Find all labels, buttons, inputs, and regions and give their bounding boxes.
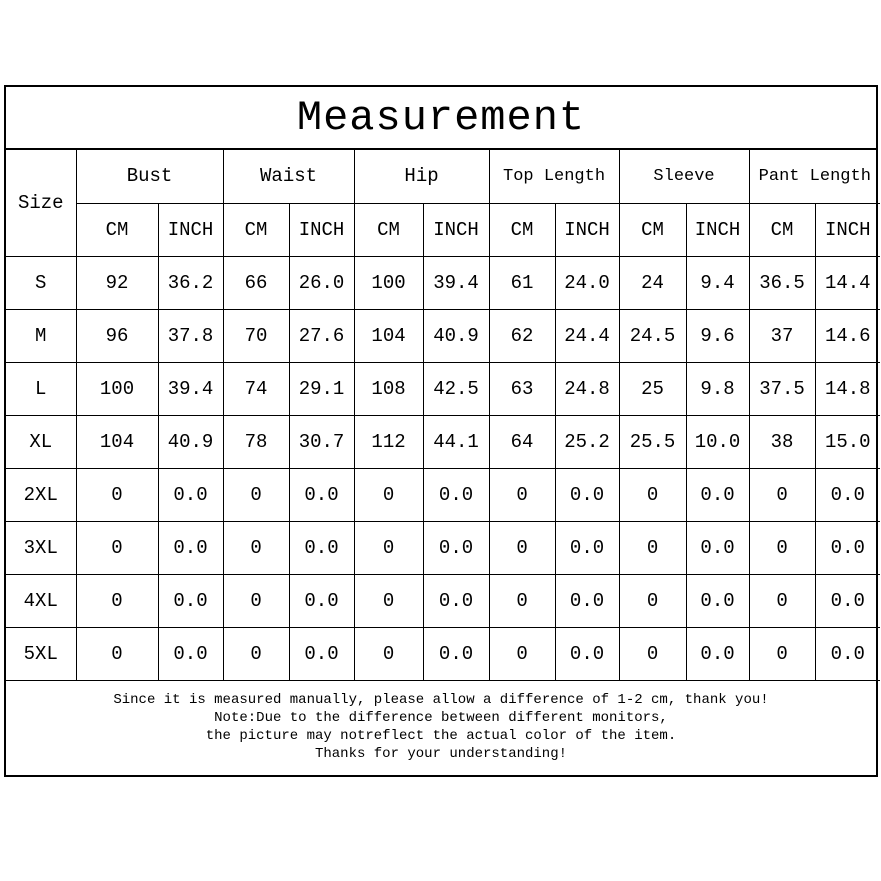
cm-value-cell: 70 [223, 309, 289, 362]
cm-value-cell: 0 [619, 521, 686, 574]
inch-value-cell: 24.0 [555, 256, 619, 309]
unit-header-row [6, 203, 880, 256]
table-row [6, 574, 880, 627]
size-cell: M [6, 309, 76, 362]
cm-value-cell: 0 [489, 627, 555, 680]
inch-value-cell: 0.0 [815, 468, 880, 521]
inch-value-cell: 9.6 [686, 309, 749, 362]
size-cell: S [6, 256, 76, 309]
table-row [6, 468, 880, 521]
size-cell: 3XL [6, 521, 76, 574]
inch-value-cell: 26.0 [289, 256, 354, 309]
cm-value-cell: 0 [223, 521, 289, 574]
size-table [6, 150, 880, 681]
inch-value-cell: 0.0 [815, 627, 880, 680]
unit-cm: CM [76, 203, 158, 256]
cm-value-cell: 0 [619, 468, 686, 521]
inch-value-cell: 0.0 [423, 574, 489, 627]
inch-value-cell: 0.0 [423, 468, 489, 521]
cm-value-cell: 0 [76, 574, 158, 627]
inch-value-cell: 25.2 [555, 415, 619, 468]
cm-value-cell: 25 [619, 362, 686, 415]
cm-value-cell: 0 [749, 627, 815, 680]
measurement-chart [4, 85, 878, 777]
inch-value-cell: 24.8 [555, 362, 619, 415]
cm-value-cell: 74 [223, 362, 289, 415]
inch-value-cell: 0.0 [815, 574, 880, 627]
group-header-pant-length: Pant Length [749, 150, 880, 203]
size-column-header: Size [6, 150, 76, 256]
cm-value-cell: 0 [76, 627, 158, 680]
chart-title: Measurement [6, 87, 876, 150]
cm-value-cell: 0 [619, 627, 686, 680]
table-row [6, 521, 880, 574]
inch-value-cell: 0.0 [289, 574, 354, 627]
inch-value-cell: 0.0 [289, 468, 354, 521]
unit-cm: CM [749, 203, 815, 256]
inch-value-cell: 27.6 [289, 309, 354, 362]
inch-value-cell: 39.4 [423, 256, 489, 309]
cm-value-cell: 0 [489, 468, 555, 521]
size-rows [6, 256, 880, 680]
cm-value-cell: 24.5 [619, 309, 686, 362]
cm-value-cell: 24 [619, 256, 686, 309]
table-row [6, 309, 880, 362]
inch-value-cell: 0.0 [158, 468, 223, 521]
cm-value-cell: 37 [749, 309, 815, 362]
cm-value-cell: 0 [223, 468, 289, 521]
note-line: Note:Due to the difference between different monitors, [214, 710, 668, 726]
cm-value-cell: 96 [76, 309, 158, 362]
cm-value-cell: 112 [354, 415, 423, 468]
inch-value-cell: 37.8 [158, 309, 223, 362]
size-cell: L [6, 362, 76, 415]
size-cell: 2XL [6, 468, 76, 521]
cm-value-cell: 0 [749, 521, 815, 574]
note-line: Since it is measured manually, please allow a difference of 1-2 cm, thank you! [113, 692, 769, 708]
unit-cm: CM [489, 203, 555, 256]
measurement-note [6, 679, 876, 775]
unit-cm: CM [354, 203, 423, 256]
cm-value-cell: 0 [354, 627, 423, 680]
inch-value-cell: 0.0 [686, 574, 749, 627]
unit-inch: INCH [158, 203, 223, 256]
inch-value-cell: 10.0 [686, 415, 749, 468]
group-header-bust: Bust [76, 150, 223, 203]
inch-value-cell: 24.4 [555, 309, 619, 362]
cm-value-cell: 38 [749, 415, 815, 468]
unit-cm: CM [619, 203, 686, 256]
cm-value-cell: 63 [489, 362, 555, 415]
inch-value-cell: 44.1 [423, 415, 489, 468]
group-header-hip: Hip [354, 150, 489, 203]
inch-value-cell: 0.0 [555, 521, 619, 574]
inch-value-cell: 36.2 [158, 256, 223, 309]
unit-inch: INCH [423, 203, 489, 256]
cm-value-cell: 92 [76, 256, 158, 309]
cm-value-cell: 0 [223, 627, 289, 680]
inch-value-cell: 0.0 [686, 521, 749, 574]
inch-value-cell: 14.6 [815, 309, 880, 362]
inch-value-cell: 0.0 [555, 574, 619, 627]
note-line: Thanks for your understanding! [314, 746, 568, 762]
size-cell: XL [6, 415, 76, 468]
inch-value-cell: 29.1 [289, 362, 354, 415]
inch-value-cell: 40.9 [158, 415, 223, 468]
inch-value-cell: 0.0 [686, 468, 749, 521]
cm-value-cell: 100 [76, 362, 158, 415]
cm-value-cell: 25.5 [619, 415, 686, 468]
cm-value-cell: 0 [354, 574, 423, 627]
cm-value-cell: 66 [223, 256, 289, 309]
table-row [6, 627, 880, 680]
inch-value-cell: 30.7 [289, 415, 354, 468]
inch-value-cell: 42.5 [423, 362, 489, 415]
inch-value-cell: 0.0 [289, 627, 354, 680]
cm-value-cell: 0 [749, 574, 815, 627]
cm-value-cell: 37.5 [749, 362, 815, 415]
group-header-row [6, 150, 880, 203]
cm-value-cell: 0 [76, 468, 158, 521]
cm-value-cell: 0 [354, 521, 423, 574]
inch-value-cell: 0.0 [686, 627, 749, 680]
unit-inch: INCH [815, 203, 880, 256]
inch-value-cell: 0.0 [158, 574, 223, 627]
inch-value-cell: 0.0 [815, 521, 880, 574]
size-cell: 4XL [6, 574, 76, 627]
cm-value-cell: 104 [76, 415, 158, 468]
group-header-top-length: Top Length [489, 150, 619, 203]
cm-value-cell: 78 [223, 415, 289, 468]
group-header-sleeve: Sleeve [619, 150, 749, 203]
cm-value-cell: 0 [619, 574, 686, 627]
size-cell: 5XL [6, 627, 76, 680]
cm-value-cell: 64 [489, 415, 555, 468]
unit-cm: CM [223, 203, 289, 256]
note-line: the picture may notreflect the actual color of the item. [205, 728, 677, 744]
cm-value-cell: 108 [354, 362, 423, 415]
unit-inch: INCH [555, 203, 619, 256]
table-row [6, 362, 880, 415]
table-row [6, 415, 880, 468]
inch-value-cell: 14.4 [815, 256, 880, 309]
cm-value-cell: 0 [489, 574, 555, 627]
cm-value-cell: 61 [489, 256, 555, 309]
cm-value-cell: 0 [489, 521, 555, 574]
inch-value-cell: 40.9 [423, 309, 489, 362]
inch-value-cell: 0.0 [555, 627, 619, 680]
cm-value-cell: 100 [354, 256, 423, 309]
inch-value-cell: 39.4 [158, 362, 223, 415]
cm-value-cell: 0 [354, 468, 423, 521]
cm-value-cell: 62 [489, 309, 555, 362]
inch-value-cell: 0.0 [158, 521, 223, 574]
cm-value-cell: 104 [354, 309, 423, 362]
inch-value-cell: 9.4 [686, 256, 749, 309]
inch-value-cell: 0.0 [423, 521, 489, 574]
cm-value-cell: 0 [76, 521, 158, 574]
group-header-waist: Waist [223, 150, 354, 203]
inch-value-cell: 0.0 [289, 521, 354, 574]
inch-value-cell: 9.8 [686, 362, 749, 415]
cm-value-cell: 0 [223, 574, 289, 627]
unit-inch: INCH [686, 203, 749, 256]
inch-value-cell: 15.0 [815, 415, 880, 468]
cm-value-cell: 0 [749, 468, 815, 521]
inch-value-cell: 14.8 [815, 362, 880, 415]
unit-inch: INCH [289, 203, 354, 256]
inch-value-cell: 0.0 [158, 627, 223, 680]
inch-value-cell: 0.0 [423, 627, 489, 680]
table-row [6, 256, 880, 309]
cm-value-cell: 36.5 [749, 256, 815, 309]
inch-value-cell: 0.0 [555, 468, 619, 521]
